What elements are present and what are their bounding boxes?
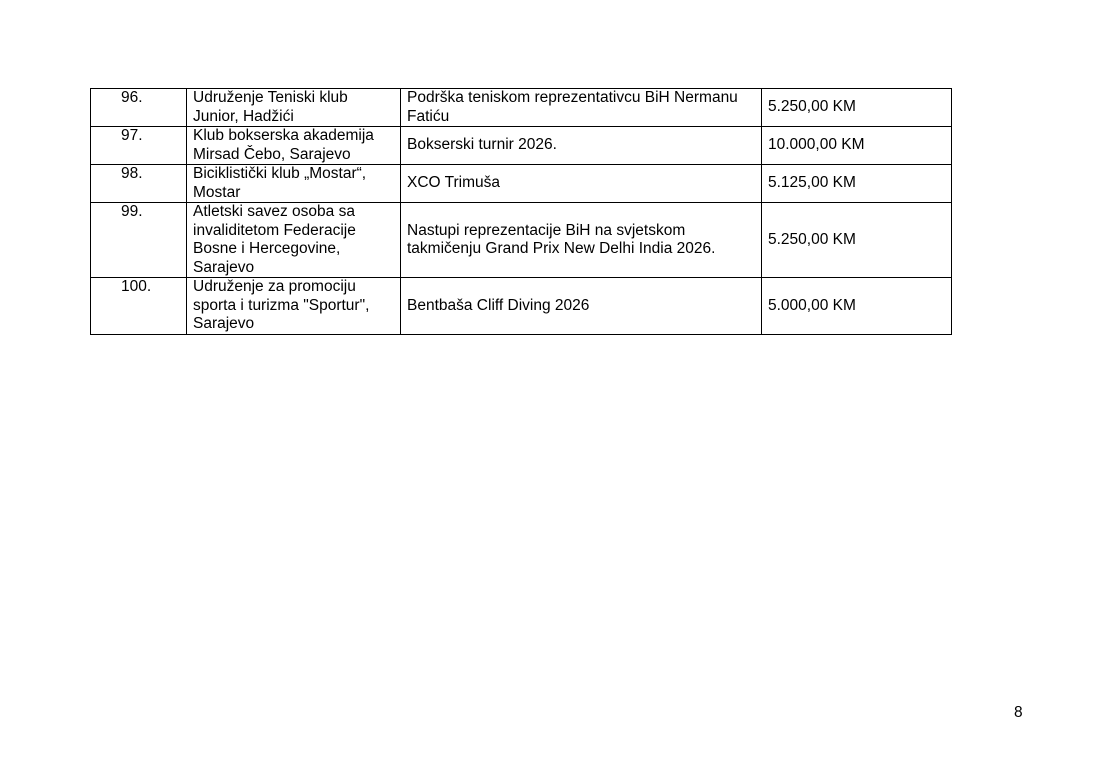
amount-cell: 5.000,00 KM <box>762 278 952 335</box>
row-number: 97. <box>91 127 187 165</box>
table-row <box>91 203 952 278</box>
row-number: 100. <box>91 278 187 335</box>
amount-cell: 5.250,00 KM <box>762 203 952 278</box>
organization-cell: Udruženje Teniski klub Junior, Hadžići <box>187 89 401 127</box>
row-number: 99. <box>91 203 187 278</box>
project-cell: Bentbaša Cliff Diving 2026 <box>401 278 762 335</box>
project-cell: Bokserski turnir 2026. <box>401 127 762 165</box>
table-row <box>91 278 952 335</box>
amount-cell: 5.125,00 KM <box>762 165 952 203</box>
organization-cell: Atletski savez osoba sa invaliditetom Federacije Bosne i Hercegovine, Sarajevo <box>187 203 401 278</box>
project-cell: Nastupi reprezentacije BiH na svjetskom takmičenju Grand Prix New Delhi India 2026. <box>401 203 762 278</box>
page-number: 8 <box>1014 704 1023 721</box>
table-row <box>91 165 952 203</box>
row-number: 98. <box>91 165 187 203</box>
organization-cell: Klub bokserska akademija Mirsad Čebo, Sarajevo <box>187 127 401 165</box>
organization-cell: Biciklistički klub „Mostar“, Mostar <box>187 165 401 203</box>
project-cell: Podrška teniskom reprezentativcu BiH Nermanu Fatiću <box>401 89 762 127</box>
amount-cell: 5.250,00 KM <box>762 89 952 127</box>
amount-cell: 10.000,00 KM <box>762 127 952 165</box>
table-row <box>91 127 952 165</box>
row-number: 96. <box>91 89 187 127</box>
organization-cell: Udruženje za promociju sporta i turizma "Sportur", Sarajevo <box>187 278 401 335</box>
table-row <box>91 89 952 127</box>
project-cell: XCO Trimuša <box>401 165 762 203</box>
grants-table <box>90 88 952 335</box>
